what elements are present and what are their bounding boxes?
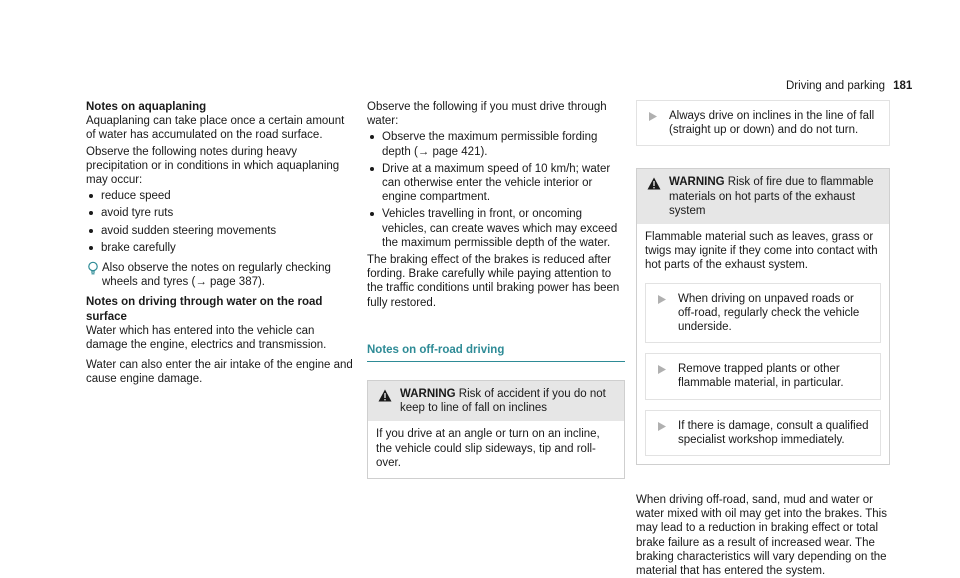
warning-triangle-icon: [378, 389, 392, 402]
list-item: brake carefully: [86, 241, 354, 255]
info-note: [86, 261, 354, 289]
arrow-right-icon: [658, 422, 666, 431]
page-number: 181: [893, 80, 913, 92]
column-1: [86, 100, 354, 387]
arrow-right-icon: [658, 295, 666, 304]
column-3: [636, 100, 890, 578]
column-2: [367, 100, 625, 479]
warning-title: Risk of accident if you do not keep to line of fall on inclines: [400, 388, 606, 415]
list-item: Vehicles travelling in front, or oncoming vehicles, can create waves which may exceed the maximum permissible depth of the water.: [367, 207, 625, 250]
warning-body: If you drive at an angle or turn on an incline, the vehicle could slip sideways, tip and roll-over.: [376, 428, 600, 469]
page-header: [786, 79, 912, 93]
arrow-right-icon: [649, 112, 657, 121]
heading-aquaplaning: Notes on aquaplaning: [86, 101, 207, 113]
braking-effect-text: The braking effect of the brakes is reduced after fording. Brake carefully while paying attention to the traffic conditions until braking power has been fully restored.: [367, 254, 620, 309]
warning-box-incline: [367, 380, 625, 479]
warning-label: WARNING: [400, 388, 456, 401]
list-item: avoid sudden steering movements: [86, 224, 354, 238]
list-item: Observe the maximum permissible fording depth (→ page 421).: [367, 130, 625, 158]
instruction-step: [645, 353, 881, 399]
warning-box-fire: [636, 168, 890, 465]
heading-driving-through-water: Notes on driving through water on the road surface: [86, 296, 323, 323]
list-item: Drive at a maximum speed of 10 km/h; water can otherwise enter the vehicle interior or engine compartment.: [367, 162, 625, 205]
instruction-step: [645, 283, 881, 344]
section-heading-off-road: Notes on off-road driving: [367, 343, 625, 362]
warning-body-text: Flammable material such as leaves, grass or twigs may ignite if they come into contact with hot parts of the exhaust system.: [645, 231, 878, 272]
aquaplaning-list: [86, 189, 354, 255]
warning-header: [637, 169, 889, 224]
instruction-step: [645, 410, 881, 456]
warning-header: [368, 381, 624, 421]
water-damage-text: Water which has entered into the vehicle can damage the engine, electrics and transmission.: [86, 324, 327, 352]
step-text: Remove trapped plants or other flammable material, in particular.: [678, 363, 844, 390]
warning-label: WARNING: [669, 176, 725, 189]
drive-through-water-intro: Observe the following if you must drive through water:: [367, 101, 607, 128]
off-road-brakes-text: When driving off-road, sand, mud and water or water mixed with oil may get into the brakes. This may lead to a reduction in braking effect or total brake failure as a result of increased wear. The braking characteristics will vary depending on the material that has entered the system.: [636, 494, 887, 578]
arrow-right-icon: [658, 365, 666, 374]
aquaplaning-intro: Aquaplaning can take place once a certain amount of water has accumulated on the road surface.: [86, 115, 345, 142]
drive-through-water-list: [367, 130, 625, 250]
warning-title: Risk of fire due to flammable materials on hot parts of the exhaust system: [669, 176, 874, 217]
step-text: Always drive on inclines in the line of fall (straight up or down) and do not turn.: [669, 110, 875, 137]
step-text: If there is damage, consult a qualified specialist workshop immediately.: [678, 419, 869, 446]
step-text: When driving on unpaved roads or off-road, regularly check the vehicle underside.: [678, 292, 860, 334]
warning-body: [637, 224, 889, 464]
air-intake-text: Water can also enter the air intake of the engine and cause engine damage.: [86, 359, 353, 386]
list-item: reduce speed: [86, 189, 354, 203]
section-title: Driving and parking: [786, 80, 886, 92]
warning-triangle-icon: [647, 177, 661, 190]
info-lightbulb-icon: [86, 261, 100, 275]
aquaplaning-observe: Observe the following notes during heavy precipitation or in conditions in which aquaplaning may occur:: [86, 145, 340, 187]
instruction-step: [636, 100, 890, 146]
list-item: avoid tyre ruts: [86, 206, 354, 220]
note-text: Also observe the notes on regularly checking wheels and tyres (→ page 387).: [102, 262, 331, 289]
